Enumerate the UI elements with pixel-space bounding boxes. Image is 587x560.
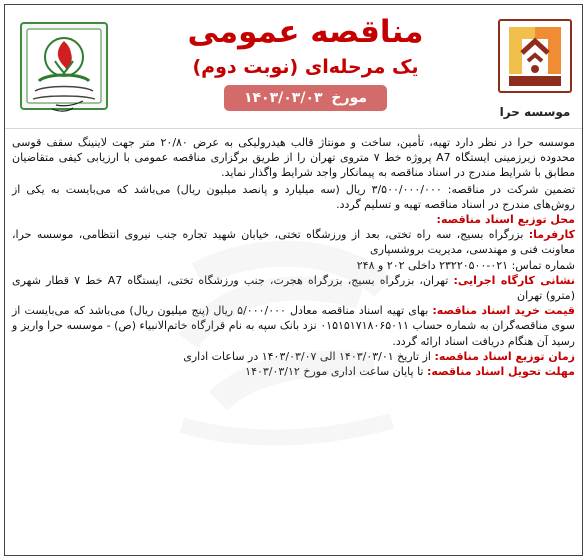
contact-number: شماره تماس: ۰۲۱-۲۳۲۲۰۵۰۰ داخلی ۲۰۲ و ۲۴۸: [356, 258, 575, 272]
submission-deadline: مهلت تحویل اسناد مناقصه: تا پایان ساعت اداری مورخ ۱۴۰۳/۰۳/۱۲: [245, 365, 575, 379]
emblem-logo: [15, 17, 113, 119]
distribution-time: زمان توزیع اسناد مناقصه: از تاریخ ۱۴۰۳/۰۳/۰۱ الی ۱۴۰۳/۰۳/۰۷ در ساعات اداری: [183, 349, 575, 363]
company-name: موسسه حرا: [499, 105, 571, 119]
workshop-address: نشانی کارگاه اجرایی: تهران، بزرگراه بسیج، بزرگراه هجرت، جنب ورزشگاه تختی، ایستگاه A7 خط ۷ قطار شهری (مترو) تهران: [12, 273, 576, 303]
notice-title: مناقصه عمومی: [187, 14, 424, 50]
notice-paragraph-2: تضمین شرکت در مناقصه: ۳/۵۰۰/۰۰۰/۰۰۰ ریال (سه میلیارد و پانصد میلیون ریال) می‌باشد که می‌بایست به یکی از روش‌های مندرج در اسناد مناقصه تهیه و تسلیم گردد.: [12, 182, 576, 211]
date-badge: [224, 85, 387, 111]
notice-subtitle: یک مرحله‌ای (نوبت دوم): [192, 56, 419, 78]
tender-notice: [4, 4, 583, 556]
company-logo-icon: [498, 19, 572, 97]
date-prefix: مورخ: [331, 90, 368, 106]
company-logo: [498, 19, 572, 119]
header-center: [123, 13, 488, 111]
document-price: قیمت خرید اسناد مناقصه: بهای تهیه اسناد مناقصه معادل ۵/۰۰۰/۰۰۰ ریال (پنج میلیون ریال) می‌باشد که می‌بایست از سوی مناقصه‌گران به شماره حساب ۰۱۵۱۵۱۷۱۸۰۶۵۰۱۱ نزد بانک سپه به نام قرارگاه خاتم‌الانبیاء (ص) - موسسه حرا واریز و رسید آن هنگام دریافت اسناد ارائه گردد.: [12, 304, 575, 348]
date-value: ۱۴۰۳/۰۳/۰۳: [243, 90, 323, 106]
distribution-title: محل توزیع اسناد مناقصه:: [436, 213, 575, 227]
emblem-logo-icon: [15, 17, 113, 119]
notice-header: [5, 5, 582, 129]
employer-address: کارفرما: بزرگراه بسیج، سه راه تختی، بعد از ورزشگاه تختی، خیابان شهید تجاره جنب نیروی انتظامی، موسسه حرا، معاونت فنی و مهندسی، مدیریت بروشسپاری: [12, 228, 576, 257]
notice-body: [5, 129, 582, 555]
notice-paragraph-1: موسسه حرا در نظر دارد تهیه، تأمین، ساخت و مونتاژ قالب هیدرولیکی به عرض ۲۰/۸۰ متر جهت لاینینگ سقف قوسی محدوده زیرزمینی ایستگاه A7 پروژه خط ۷ متروی تهران را از طریق برگزاری مناقصه عمومی با ارزیابی کیفی متقاضیان مطابق با شرایط مندرج در اسناد مناقصه به پیمانکار واجد شرایط واگذار نماید.: [12, 136, 576, 180]
